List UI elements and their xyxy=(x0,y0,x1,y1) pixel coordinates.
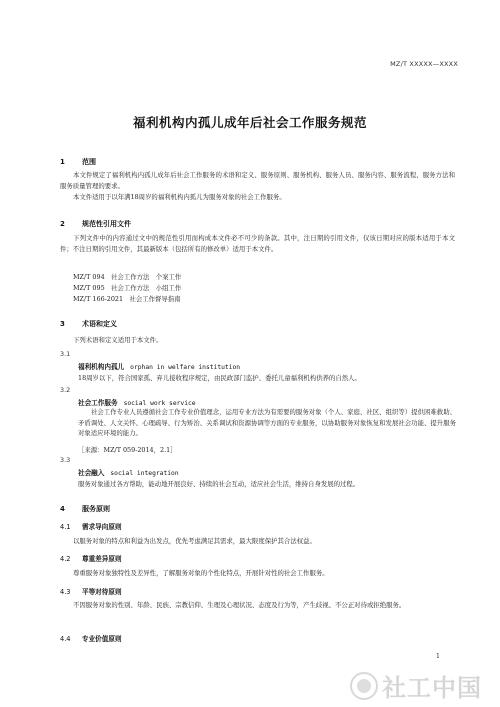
term-social-integration: 社会融入 social integration xyxy=(78,469,179,477)
clause-heading: 4.4 专业价值原则 xyxy=(60,635,122,643)
document-title: 福利机构内孤儿成年后社会工作服务规范 xyxy=(132,115,367,130)
section-heading-terms: 3 术语和定义 xyxy=(60,320,117,328)
term-definition: 18周岁以下，符合国家孤、弃儿接收程序规定，由民政部门监护、委托儿童福利机构供养的自然人。 xyxy=(78,374,361,382)
scope-paragraph-1: 本文件规定了福利机构内孤儿成年后社会工作服务的术语和定义、服务原则、服务机构、服务人员、服务内容、服务流程、服务方法和服务质量管理的要求。 xyxy=(60,171,455,190)
section-heading-principles: 4 服务原则 xyxy=(60,505,110,513)
references-paragraph: 下列文件中的内容通过文中的规范性引用而构成本文件必不可少的条款。其中，注日期的引用文件，仅该日期对应的版本适用于本文件；不注日期的引用文件，其最新版本（包括所有的修改单）适用于本文件。 xyxy=(60,234,455,253)
term-number: 3.2 xyxy=(60,386,71,394)
watermark-text: 社工中国 xyxy=(382,674,482,702)
terms-intro: 下列术语和定义适用于本文件。 xyxy=(73,336,163,344)
reference-item: MZ/T 166-2021 社会工作督导指南 xyxy=(73,295,181,303)
term-number: 3.1 xyxy=(60,350,71,358)
clause-text: 尊重服务对象独特性及差异性，了解服务对象的个性化特点，开展针对性的社会工作服务。 xyxy=(73,569,329,577)
clause-heading: 4.2 尊重差异原则 xyxy=(60,555,122,563)
standard-code: MZ/T XXXXX—XXXX xyxy=(390,60,458,68)
reference-item: MZ/T 094 社会工作方法 个案工作 xyxy=(73,273,182,281)
clause-heading: 4.3 平等对待原则 xyxy=(60,588,122,596)
section-heading-scope: 1 范围 xyxy=(60,158,96,166)
watermark-logo xyxy=(350,668,482,703)
clause-text: 以服务对象的特点和利益为出发点，优先考虑满足其需求，最大限度保护其合法权益。 xyxy=(73,537,316,545)
term-definition: 服务对象通过各方帮助，能动地开展良好、持续的社会互动，适应社会生活，维持自身发展的过程。 xyxy=(78,480,360,488)
term-orphan: 福利机构内孤儿 orphan in welfare institution xyxy=(78,363,241,371)
term-definition: 社会工作专业人员遵循社会工作专业价值理念，运用专业方法为有需要的服务对象（个人、家庭、社区、组织等）提供困难救助、矛盾调处、人文关怀、心理疏导、行为矫治、关系调试和资源协调等方面的专业服务，以协助服务对象恢复和发展社会功能、提升服务对象适应环境的能力。 xyxy=(78,408,456,438)
term-social-work-service: 社会工作服务 social work service xyxy=(78,399,196,407)
clause-text: 不因服务对象的性别、年龄、民族、宗教信仰、生理及心理状况、态度及行为等，产生歧视、不公正对待或拒绝服务。 xyxy=(73,601,406,609)
section-heading-normative-references: 2 规范性引用文件 xyxy=(60,220,131,228)
term-source: ［来源：MZ/T 059-2014，2.1］ xyxy=(78,446,177,454)
page-number: 1 xyxy=(435,652,440,660)
clause-heading: 4.1 需求导向原则 xyxy=(60,523,122,531)
term-number: 3.3 xyxy=(60,456,71,464)
reference-item: MZ/T 095 社会工作方法 小组工作 xyxy=(73,284,182,292)
seal-icon xyxy=(350,672,378,700)
scope-paragraph-2: 本文件适用于以年满18周岁的福利机构内孤儿为服务对象的社会工作服务。 xyxy=(73,193,286,201)
